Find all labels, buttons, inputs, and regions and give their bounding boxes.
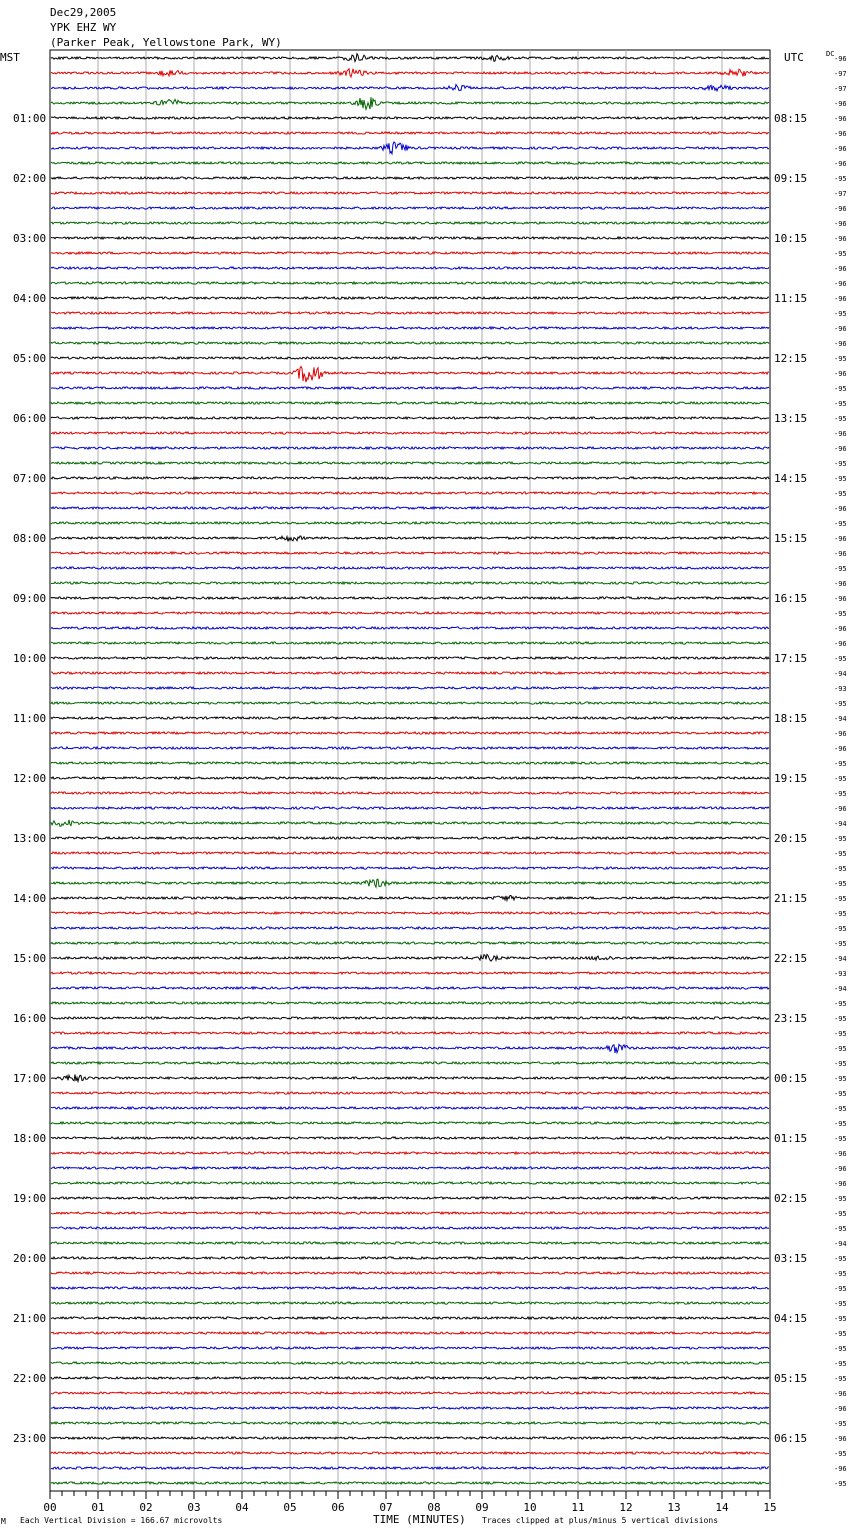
dc-offset-label: -96 [834, 205, 847, 213]
trace-line [51, 1074, 769, 1081]
trace-line [51, 522, 769, 524]
trace-line [51, 222, 769, 224]
x-tick-label: 02 [139, 1501, 153, 1514]
right-hour-label: 06:15 [774, 1432, 808, 1445]
dc-offset-label: -96 [834, 295, 847, 303]
dc-offset-label: -94 [834, 985, 847, 993]
trace-line [51, 507, 769, 509]
trace-line [51, 417, 769, 419]
trace-line [51, 807, 769, 809]
left-hour-labels [13, 112, 46, 1445]
right-hour-label: 20:15 [774, 832, 808, 845]
x-tick-label: 11 [571, 1501, 585, 1514]
right-timezone-label: UTC [784, 51, 804, 64]
plot-frame [50, 50, 770, 1491]
left-hour-label: 20:00 [13, 1252, 47, 1265]
x-tick-label: 14 [715, 1501, 729, 1514]
dc-offset-label: -96 [834, 1435, 847, 1443]
right-hour-label: 18:15 [774, 712, 808, 725]
dc-offset-label: -95 [834, 460, 847, 468]
trace-line [51, 954, 769, 961]
trace-line [51, 1107, 769, 1109]
trace-line [51, 1452, 769, 1454]
dc-offset-label: -95 [834, 1450, 847, 1458]
dc-offset-label: -95 [834, 520, 847, 528]
trace-line [51, 582, 769, 584]
x-tick-label: 06 [331, 1501, 345, 1514]
dc-offset-label: -95 [834, 940, 847, 948]
trace-line [51, 432, 769, 434]
dc-offset-label: -95 [834, 1255, 847, 1263]
station-label: YPK EHZ WY [50, 21, 117, 34]
trace-line [51, 1422, 769, 1424]
trace-line [51, 1482, 769, 1484]
dc-offset-label: -95 [834, 1015, 847, 1023]
trace-line [51, 820, 769, 826]
trace-line [51, 1317, 769, 1319]
left-hour-label: 15:00 [13, 952, 47, 965]
trace-line [51, 1377, 769, 1379]
dc-offset-label: -96 [834, 1405, 847, 1413]
x-tick-label: 00 [43, 1501, 57, 1514]
x-axis [43, 1491, 776, 1514]
left-hour-label: 02:00 [13, 172, 47, 185]
trace-line [51, 1167, 769, 1169]
dc-offset-label: -95 [834, 880, 847, 888]
trace-line [51, 1002, 769, 1004]
left-hour-label: 09:00 [13, 592, 47, 605]
trace-line [51, 672, 769, 674]
trace-line [51, 477, 769, 479]
left-hour-label: 14:00 [13, 892, 47, 905]
dc-offset-label: -95 [834, 355, 847, 363]
dc-offset-label: -95 [834, 1105, 847, 1113]
trace-line [51, 1392, 769, 1394]
trace-line [51, 492, 769, 494]
trace-line [51, 85, 769, 91]
trace-line [51, 597, 769, 599]
trace-line [51, 387, 769, 389]
dc-offset-label: -96 [834, 1165, 847, 1173]
trace-line [51, 687, 769, 689]
dc-offset-label: -95 [834, 1000, 847, 1008]
dc-offset-label: -95 [834, 1225, 847, 1233]
dc-offset-label: -95 [834, 250, 847, 258]
trace-line [51, 942, 769, 944]
dc-offset-label: -96 [834, 580, 847, 588]
trace-line [51, 1257, 769, 1259]
dc-offset-label: -96 [834, 235, 847, 243]
right-hour-label: 22:15 [774, 952, 808, 965]
location-label: (Parker Peak, Yellowstone Park, WY) [50, 36, 282, 49]
left-hour-label: 16:00 [13, 1012, 47, 1025]
left-hour-label: 07:00 [13, 472, 47, 485]
dc-offset-label: -93 [834, 685, 847, 693]
trace-line [51, 327, 769, 329]
dc-offset-label: -95 [834, 415, 847, 423]
trace-line [51, 1302, 769, 1304]
x-axis-title: TIME (MINUTES) [373, 1513, 466, 1526]
dc-offset-label: -96 [834, 1465, 847, 1473]
right-hour-label: 10:15 [774, 232, 808, 245]
right-hour-label: 23:15 [774, 1012, 808, 1025]
left-hour-label: 22:00 [13, 1372, 47, 1385]
dc-offset-label: -95 [834, 1480, 847, 1488]
dc-offset-label: -95 [834, 1360, 847, 1368]
dc-offset-label: -95 [834, 850, 847, 858]
trace-line [51, 1197, 769, 1199]
dc-offset-label: -95 [834, 925, 847, 933]
trace-line [51, 342, 769, 344]
dc-offset-label: -95 [834, 1090, 847, 1098]
dc-offset-label: -94 [834, 670, 847, 678]
dc-offset-label: -96 [834, 745, 847, 753]
trace-line [51, 1182, 769, 1184]
left-hour-label: 10:00 [13, 652, 47, 665]
dc-offset-label: -95 [834, 1045, 847, 1053]
trace-line [51, 1137, 769, 1139]
right-hour-label: 08:15 [774, 112, 808, 125]
trace-line [51, 1062, 769, 1064]
dc-offset-label: -95 [834, 475, 847, 483]
x-tick-label: 12 [619, 1501, 633, 1514]
dc-offset-label: -95 [834, 1345, 847, 1353]
left-hour-label: 04:00 [13, 292, 47, 305]
scale-note: Each Vertical Division = 166.67 microvolts [20, 1516, 223, 1525]
dc-offset-label: -95 [834, 1060, 847, 1068]
trace-line [51, 567, 769, 569]
dc-offset-label: -97 [834, 70, 847, 78]
x-tick-label: 10 [523, 1501, 537, 1514]
x-tick-label: 13 [667, 1501, 681, 1514]
right-hour-label: 21:15 [774, 892, 808, 905]
trace-line [51, 282, 769, 284]
dc-offset-label: -93 [834, 970, 847, 978]
trace-line [51, 1407, 769, 1409]
trace-line [51, 162, 769, 164]
right-hour-label: 13:15 [774, 412, 808, 425]
trace-line [51, 852, 769, 854]
dc-offset-label: -95 [834, 565, 847, 573]
dc-offset-label: -96 [834, 160, 847, 168]
dc-offset-label: -95 [834, 655, 847, 663]
dc-offset-label: -96 [834, 55, 847, 63]
left-hour-label: 03:00 [13, 232, 47, 245]
x-tick-label: 08 [427, 1501, 441, 1514]
right-hour-label: 11:15 [774, 292, 808, 305]
trace-line [51, 1212, 769, 1214]
dc-offset-label: -95 [834, 790, 847, 798]
left-hour-label: 12:00 [13, 772, 47, 785]
trace-line [51, 97, 769, 109]
trace-line [51, 702, 769, 704]
dc-offset-label: -96 [834, 145, 847, 153]
trace-line [51, 895, 769, 900]
right-hour-label: 03:15 [774, 1252, 808, 1265]
dc-offset-label: -95 [834, 1135, 847, 1143]
left-hour-label: 18:00 [13, 1132, 47, 1145]
trace-line [51, 732, 769, 734]
chart-grid [50, 50, 770, 1491]
trace-line [51, 657, 769, 659]
trace-line [51, 402, 769, 404]
dc-offset-label: -94 [834, 715, 847, 723]
left-hour-label: 08:00 [13, 532, 47, 545]
left-hour-label: 11:00 [13, 712, 47, 725]
trace-line [51, 1152, 769, 1154]
right-hour-label: 12:15 [774, 352, 808, 365]
right-hour-label: 01:15 [774, 1132, 808, 1145]
left-hour-label: 05:00 [13, 352, 47, 365]
dc-offset-label: -96 [834, 325, 847, 333]
trace-line [51, 207, 769, 209]
dc-offset-label: -95 [834, 1315, 847, 1323]
right-hour-label: 02:15 [774, 1192, 808, 1205]
trace-line [51, 1287, 769, 1289]
trace-line [51, 462, 769, 464]
x-tick-label: 04 [235, 1501, 249, 1514]
trace-line [51, 237, 769, 239]
trace-line [51, 1122, 769, 1124]
dc-offset-label: -95 [834, 835, 847, 843]
dc-offset-label: -96 [834, 130, 847, 138]
x-tick-label: 07 [379, 1501, 393, 1514]
trace-line [51, 312, 769, 314]
dc-offset-label: -95 [834, 1120, 847, 1128]
trace-line [51, 762, 769, 764]
dc-offset-label: -96 [834, 505, 847, 513]
trace-line [51, 177, 769, 179]
trace-line [51, 267, 769, 269]
right-hour-label: 04:15 [774, 1312, 808, 1325]
dc-offset-label: -94 [834, 955, 847, 963]
left-hour-label: 01:00 [13, 112, 47, 125]
trace-line [51, 1272, 769, 1274]
right-hour-label: 05:15 [774, 1372, 808, 1385]
dc-offset-label: -96 [834, 625, 847, 633]
dc-offset-label: -96 [834, 115, 847, 123]
dc-offset-label: -95 [834, 700, 847, 708]
trace-line [51, 867, 769, 869]
trace-line [51, 777, 769, 779]
right-hour-label: 14:15 [774, 472, 808, 485]
dc-offset-label: -97 [834, 190, 847, 198]
right-hour-label: 00:15 [774, 1072, 808, 1085]
trace-line [51, 54, 769, 62]
trace-line [51, 627, 769, 629]
dc-offset-label: -94 [834, 1240, 847, 1248]
dc-offset-label: -96 [834, 220, 847, 228]
right-hour-label: 15:15 [774, 532, 808, 545]
right-hour-label: 09:15 [774, 172, 808, 185]
trace-line [51, 142, 769, 154]
dc-offset-label: -95 [834, 1210, 847, 1218]
dc-offset-label: -95 [834, 1420, 847, 1428]
dc-offset-label: -95 [834, 1285, 847, 1293]
dc-offset-label: -96 [834, 280, 847, 288]
trace-line [51, 1467, 769, 1469]
x-tick-label: 05 [283, 1501, 297, 1514]
right-hour-label: 19:15 [774, 772, 808, 785]
x-tick-label: 01 [91, 1501, 105, 1514]
dc-offset-labels [834, 55, 847, 1488]
trace-line [51, 1227, 769, 1229]
dc-offset-label: -96 [834, 265, 847, 273]
trace-group [51, 54, 769, 1484]
trace-line [51, 1242, 769, 1244]
trace-line [51, 1092, 769, 1094]
trace-line [51, 192, 769, 194]
trace-line [51, 1032, 769, 1034]
date-label: Dec29,2005 [50, 6, 117, 19]
dc-offset-label: -95 [834, 1030, 847, 1038]
dc-offset-label: -96 [834, 640, 847, 648]
clip-note: Traces clipped at plus/minus 5 vertical divisions [482, 1516, 719, 1525]
trace-line [51, 552, 769, 554]
trace-line [51, 132, 769, 134]
trace-line [51, 297, 769, 299]
dc-offset-label: -96 [834, 1390, 847, 1398]
right-hour-label: 17:15 [774, 652, 808, 665]
right-hour-labels [774, 112, 807, 1445]
trace-line [51, 612, 769, 614]
x-tick-label: 09 [475, 1501, 489, 1514]
dc-offset-label: -96 [834, 1180, 847, 1188]
trace-line [51, 1347, 769, 1349]
left-hour-label: 06:00 [13, 412, 47, 425]
trace-line [51, 717, 769, 719]
dc-offset-label: -96 [834, 100, 847, 108]
dc-column-header: DC [826, 50, 835, 58]
trace-line [51, 1017, 769, 1019]
dc-offset-label: -95 [834, 895, 847, 903]
dc-offset-label: -95 [834, 490, 847, 498]
trace-line [51, 987, 769, 989]
dc-offset-label: -95 [834, 1195, 847, 1203]
trace-line [51, 69, 769, 77]
dc-offset-label: -95 [834, 385, 847, 393]
trace-line [51, 252, 769, 254]
dc-offset-label: -96 [834, 1150, 847, 1158]
trace-line [51, 447, 769, 449]
dc-offset-label: -96 [834, 445, 847, 453]
left-hour-label: 23:00 [13, 1432, 47, 1445]
trace-line [51, 972, 769, 974]
dc-offset-label: -95 [834, 1075, 847, 1083]
dc-offset-label: -95 [834, 610, 847, 618]
dc-offset-label: -96 [834, 430, 847, 438]
dc-offset-label: -95 [834, 310, 847, 318]
corner-mark: M [1, 1517, 6, 1526]
trace-line [51, 747, 769, 749]
trace-line [51, 367, 769, 383]
left-hour-label: 21:00 [13, 1312, 47, 1325]
x-tick-label: 15 [763, 1501, 777, 1514]
trace-line [51, 1044, 769, 1053]
dc-offset-label: -96 [834, 340, 847, 348]
trace-line [51, 117, 769, 119]
dc-offset-label: -95 [834, 760, 847, 768]
trace-line [51, 792, 769, 794]
trace-line [51, 642, 769, 644]
trace-line [51, 927, 769, 929]
x-tick-label: 03 [187, 1501, 201, 1514]
left-hour-label: 19:00 [13, 1192, 47, 1205]
left-timezone-label: MST [0, 51, 20, 64]
dc-offset-label: -95 [834, 865, 847, 873]
dc-offset-label: -95 [834, 1330, 847, 1338]
trace-line [51, 1362, 769, 1364]
trace-line [51, 1437, 769, 1439]
dc-offset-label: -97 [834, 85, 847, 93]
dc-offset-label: -95 [834, 1270, 847, 1278]
dc-offset-label: -95 [834, 775, 847, 783]
dc-offset-label: -94 [834, 820, 847, 828]
dc-offset-label: -95 [834, 400, 847, 408]
dc-offset-label: -96 [834, 535, 847, 543]
trace-line [51, 837, 769, 839]
dc-offset-label: -96 [834, 550, 847, 558]
dc-offset-label: -95 [834, 1300, 847, 1308]
left-hour-label: 13:00 [13, 832, 47, 845]
dc-offset-label: -96 [834, 805, 847, 813]
trace-line [51, 912, 769, 914]
trace-line [51, 879, 769, 887]
dc-offset-label: -95 [834, 1375, 847, 1383]
right-hour-label: 16:15 [774, 592, 808, 605]
dc-offset-label: -95 [834, 175, 847, 183]
trace-line [51, 357, 769, 359]
trace-line [51, 536, 769, 541]
dc-offset-label: -95 [834, 910, 847, 918]
left-hour-label: 17:00 [13, 1072, 47, 1085]
dc-offset-label: -96 [834, 595, 847, 603]
dc-offset-label: -96 [834, 730, 847, 738]
trace-line [51, 1332, 769, 1334]
dc-offset-label: -96 [834, 370, 847, 378]
